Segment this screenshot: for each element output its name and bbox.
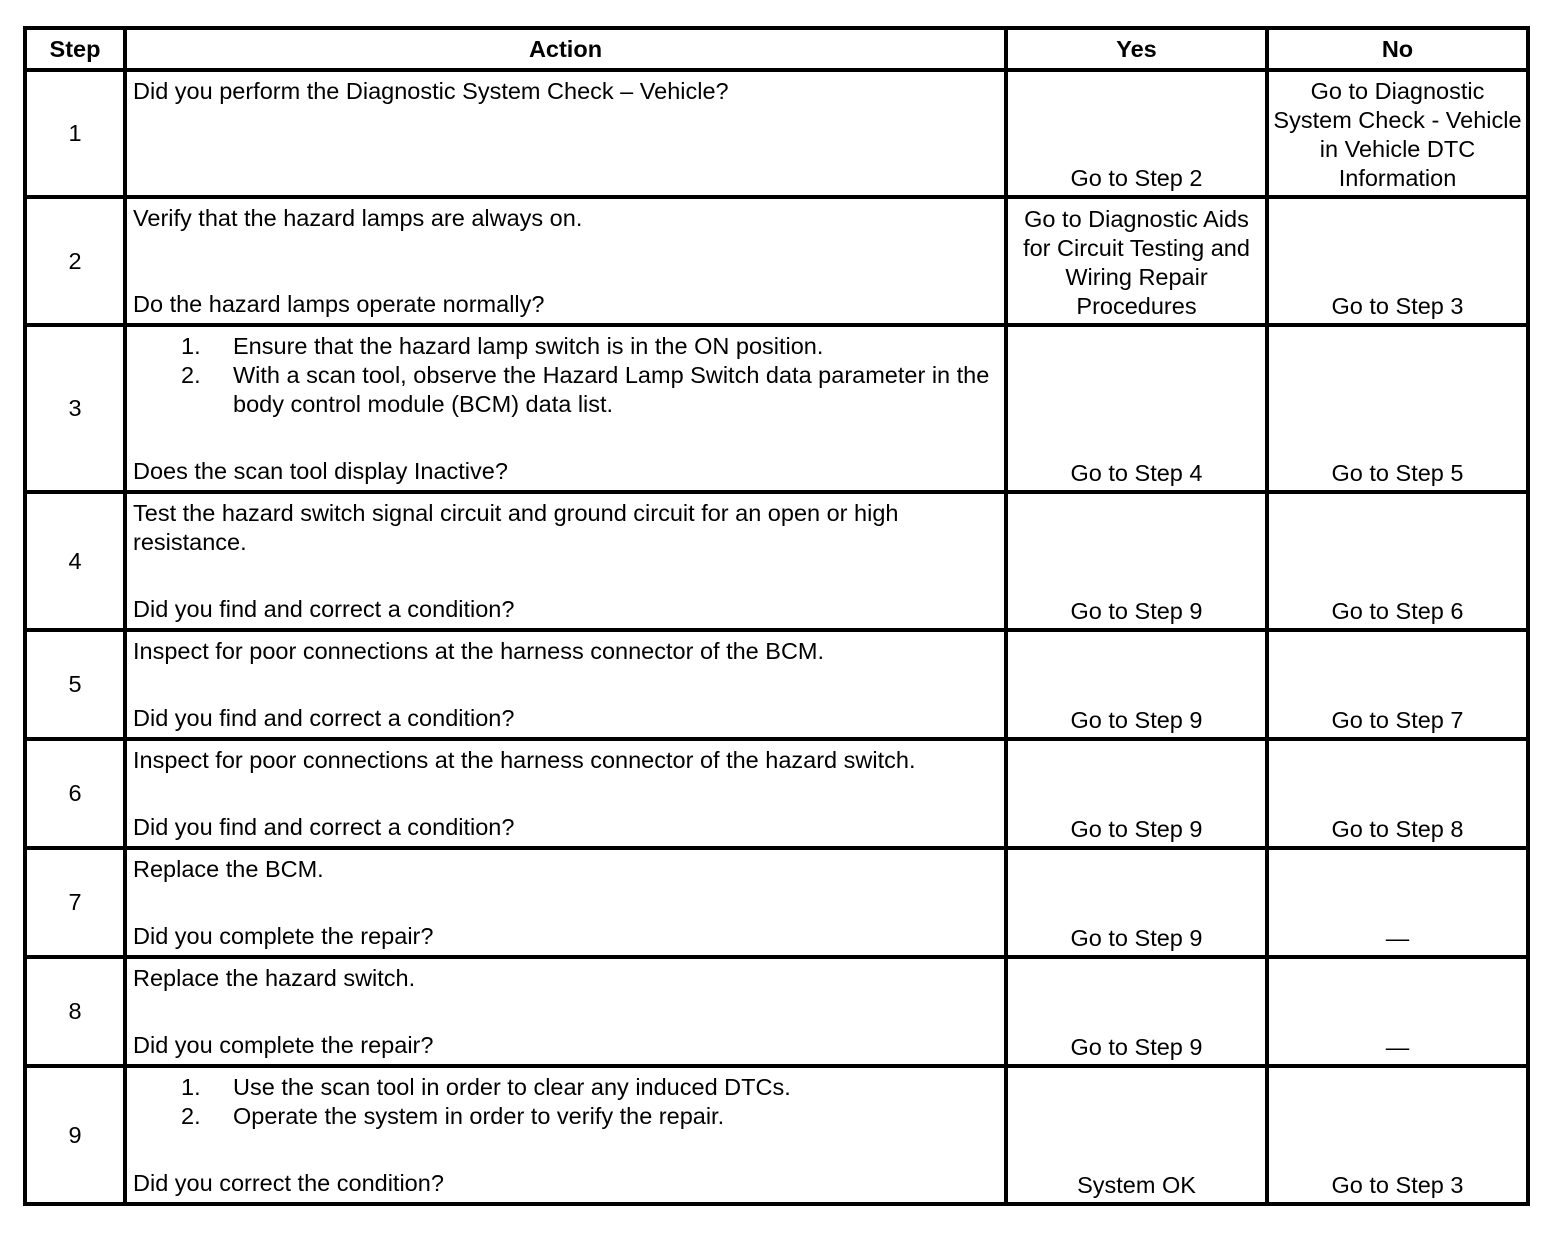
action-text: Replace the BCM.	[133, 856, 324, 882]
list-text: Use the scan tool in order to clear any induced DTCs.	[233, 1074, 791, 1100]
list-number: 1.	[181, 333, 201, 359]
step-number: 9	[25, 1066, 125, 1204]
no-cell: Go to Step 3	[1267, 197, 1528, 325]
action-question: Did you find and correct a condition?	[133, 705, 515, 731]
step-number: 6	[25, 739, 125, 848]
no-cell: Go to Step 6	[1267, 492, 1528, 630]
action-list	[133, 332, 1000, 419]
yes-cell: Go to Step 9	[1006, 848, 1267, 957]
step-number: 7	[25, 848, 125, 957]
no-cell: Go to Diagnostic System Check - Vehicle in Vehicle DTC Information	[1267, 70, 1528, 197]
action-text: Replace the hazard switch.	[133, 965, 416, 991]
action-question: Did you complete the repair?	[133, 1032, 434, 1058]
header-no: No	[1267, 28, 1528, 70]
header-step: Step	[25, 28, 125, 70]
list-item	[133, 332, 1000, 361]
table-row	[25, 70, 1528, 197]
action-cell	[125, 957, 1006, 1066]
action-question: Do the hazard lamps operate normally?	[133, 291, 545, 317]
action-question: Did you complete the repair?	[133, 923, 434, 949]
yes-cell: Go to Step 9	[1006, 492, 1267, 630]
list-item	[133, 361, 1000, 419]
list-text: Operate the system in order to verify the repair.	[233, 1103, 725, 1129]
action-list	[133, 1073, 1000, 1131]
no-cell: —	[1267, 957, 1528, 1066]
no-cell: Go to Step 3	[1267, 1066, 1528, 1204]
no-cell: Go to Step 5	[1267, 325, 1528, 492]
table-row	[25, 848, 1528, 957]
no-cell: Go to Step 8	[1267, 739, 1528, 848]
table-row	[25, 325, 1528, 492]
action-cell	[125, 325, 1006, 492]
step-number: 1	[25, 70, 125, 197]
action-text: Inspect for poor connections at the harness connector of the hazard switch.	[133, 747, 916, 773]
yes-cell: Go to Step 2	[1006, 70, 1267, 197]
list-text: With a scan tool, observe the Hazard Lamp Switch data parameter in the body control module (BCM) data list.	[233, 362, 990, 417]
table-row	[25, 630, 1528, 739]
action-cell	[125, 848, 1006, 957]
table-row	[25, 957, 1528, 1066]
table-row	[25, 492, 1528, 630]
action-text: Verify that the hazard lamps are always on.	[133, 205, 583, 231]
yes-cell: Go to Diagnostic Aids for Circuit Testing and Wiring Repair Procedures	[1006, 197, 1267, 325]
action-question: Did you find and correct a condition?	[133, 596, 515, 622]
yes-cell: System OK	[1006, 1066, 1267, 1204]
step-number: 4	[25, 492, 125, 630]
step-number: 5	[25, 630, 125, 739]
yes-cell: Go to Step 4	[1006, 325, 1267, 492]
action-text: Did you perform the Diagnostic System Check – Vehicle?	[133, 78, 729, 104]
step-number: 2	[25, 197, 125, 325]
action-cell	[125, 1066, 1006, 1204]
list-text: Ensure that the hazard lamp switch is in the ON position.	[233, 333, 824, 359]
yes-cell: Go to Step 9	[1006, 739, 1267, 848]
action-question: Does the scan tool display Inactive?	[133, 458, 508, 484]
action-question: Did you find and correct a condition?	[133, 814, 515, 840]
header-action: Action	[125, 28, 1006, 70]
step-number: 8	[25, 957, 125, 1066]
action-cell	[125, 70, 1006, 197]
action-cell	[125, 630, 1006, 739]
table-row	[25, 739, 1528, 848]
step-number: 3	[25, 325, 125, 492]
table-row	[25, 197, 1528, 325]
action-cell	[125, 197, 1006, 325]
table-row	[25, 1066, 1528, 1204]
yes-cell: Go to Step 9	[1006, 957, 1267, 1066]
diagnostic-table	[23, 26, 1530, 1206]
action-cell	[125, 739, 1006, 848]
list-item	[133, 1102, 1000, 1131]
no-cell: Go to Step 7	[1267, 630, 1528, 739]
list-item	[133, 1073, 1000, 1102]
list-number: 1.	[181, 1074, 201, 1100]
action-text: Inspect for poor connections at the harness connector of the BCM.	[133, 638, 825, 664]
header-row	[25, 28, 1528, 70]
yes-cell: Go to Step 9	[1006, 630, 1267, 739]
action-text: Test the hazard switch signal circuit and ground circuit for an open or high resistance.	[133, 500, 899, 555]
action-question: Did you correct the condition?	[133, 1170, 444, 1196]
action-cell	[125, 492, 1006, 630]
header-yes: Yes	[1006, 28, 1267, 70]
no-cell: —	[1267, 848, 1528, 957]
list-number: 2.	[181, 362, 201, 388]
list-number: 2.	[181, 1103, 201, 1129]
